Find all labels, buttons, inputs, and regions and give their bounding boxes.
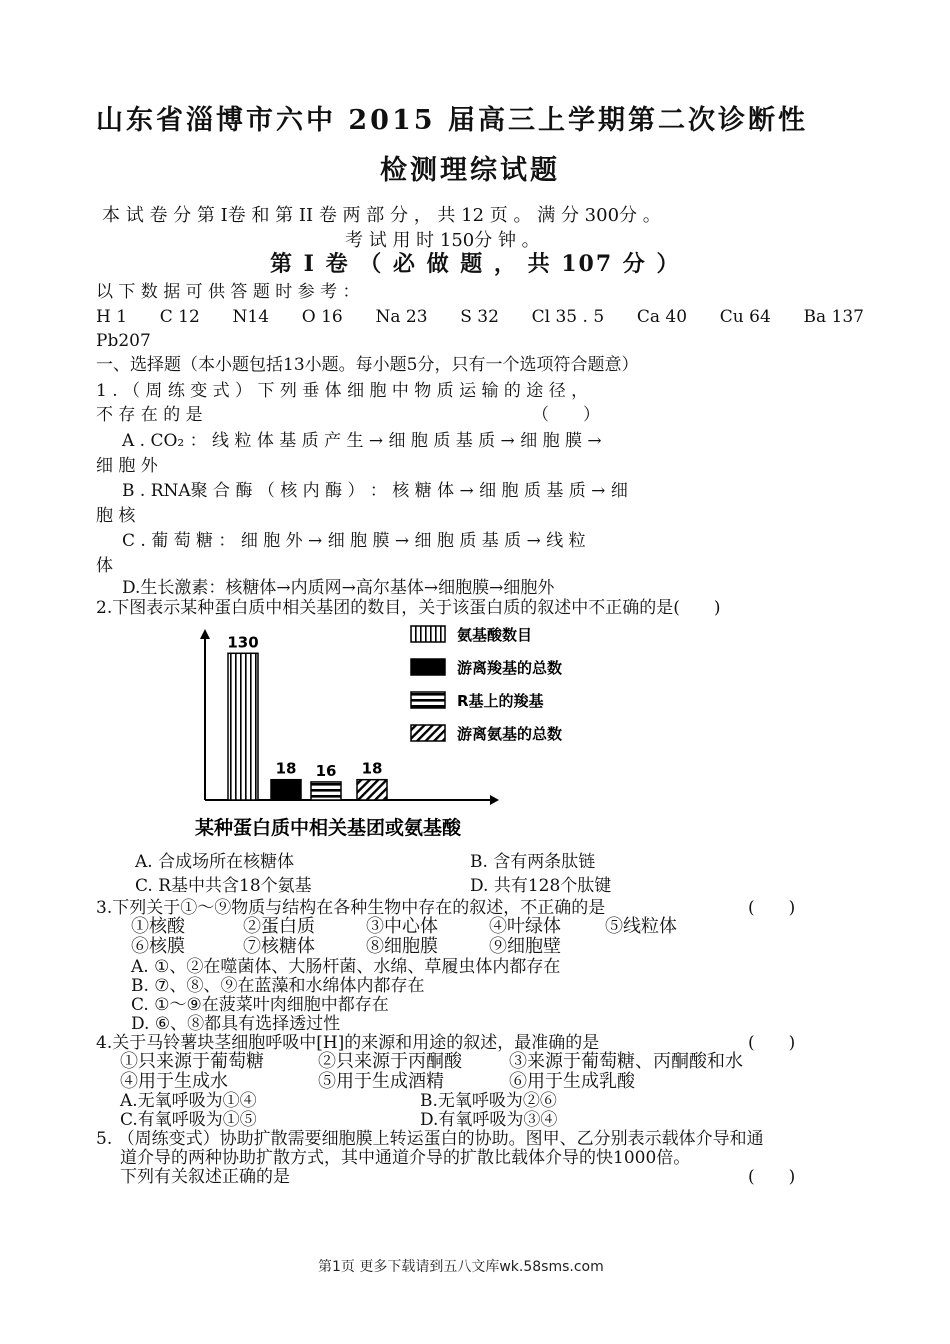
q4-item: ③来源于葡萄糖、丙酮酸和水 [509, 1051, 743, 1072]
atomic-mass: O 16 [301, 307, 343, 327]
q5-answer-paren: ( ) [748, 1167, 796, 1187]
atomic-mass: Na 23 [375, 307, 428, 327]
q3-option-b: B. ⑦、⑧、⑨在蓝藻和水绵体内都存在 [131, 976, 425, 996]
bar-value-label: 18 [275, 759, 297, 778]
q1-option-b-line2: 胞 核 [96, 506, 136, 526]
q4-option-b: B.无氧呼吸为②⑥ [420, 1091, 557, 1111]
atomic-mass: S 32 [460, 307, 499, 327]
legend-label: 氨基酸数目 [457, 626, 533, 644]
atomic-mass-list [96, 306, 864, 328]
q3-item: ④叶绿体 [489, 916, 561, 937]
q1-option-a-line1: A . CO₂ ： 线 粒 体 基 质 产 生 → 细 胞 质 基 质 → 细 胞 膜 → [122, 431, 602, 451]
q4-item: ⑥用于生成乳酸 [509, 1071, 635, 1092]
atomic-mass: Ca 40 [636, 307, 688, 327]
q3-option-a: A. ①、②在噬菌体、大肠杆菌、水绵、草履虫体内都存在 [131, 957, 561, 977]
atomic-mass-tail: Pb207 [96, 331, 151, 351]
bar-1 [228, 653, 258, 800]
q1-answer-paren: （ ） [532, 405, 600, 425]
legend-label: 游离氨基的总数 [457, 725, 563, 743]
q3-item: ⑥核膜 [131, 936, 185, 957]
atomic-mass: Ba 137 [803, 307, 864, 327]
atomic-mass: H 1 [96, 307, 128, 327]
q5-stem-line1: 5. （周练变式）协助扩散需要细胞膜上转运蛋白的协助。图甲、乙分别表示载体介导和通 [96, 1129, 764, 1149]
atomic-mass: C 12 [159, 307, 200, 327]
q4-answer-paren: ( ) [748, 1033, 796, 1053]
page-footer: 第1页 更多下载请到五八文库wk.58sms.com [318, 1259, 604, 1275]
q4-item: ②只来源于丙酮酸 [318, 1051, 462, 1072]
q1-option-c-line2: 体 [96, 556, 113, 576]
legend-swatch [411, 725, 445, 741]
bar-4 [357, 780, 387, 800]
bar-value-label: 16 [315, 761, 337, 780]
bar-value-label: 18 [361, 759, 383, 778]
q1-option-d: D.生长激素：核糖体→内质网→高尔基体→细胞膜→细胞外 [122, 578, 555, 598]
q1-stem-line1: 1 . （ 周 练 变 式 ） 下 列 垂 体 细 胞 中 物 质 运 输 的 途 径 ， [96, 381, 589, 401]
atomic-mass: Cl 35 . 5 [531, 307, 605, 327]
section-title: 第 I 卷 （ 必 做 题 ， 共 107 分 ） [270, 251, 681, 277]
q4-option-a: A.无氧呼吸为①④ [120, 1091, 257, 1111]
q4-stem: 4.关于马铃薯块茎细胞呼吸中[H]的来源和用途的叙述，最准确的是 [96, 1033, 600, 1053]
q4-item: ①只来源于葡萄糖 [120, 1051, 264, 1072]
q2-option-b: B. 含有两条肽链 [470, 852, 596, 872]
q4-option-c: C.有氧呼吸为①⑤ [120, 1110, 257, 1130]
q5-stem-line2: 道介导的两种协助扩散方式，其中通道介导的扩散比载体介导的快1000倍。 [120, 1148, 691, 1168]
legend-swatch [411, 626, 445, 642]
q3-answer-paren: ( ) [748, 898, 796, 918]
q2-option-a: A. 合成场所在核糖体 [135, 852, 295, 872]
q3-item: ⑦核糖体 [243, 936, 315, 957]
atomic-mass: Cu 64 [719, 307, 771, 327]
q4-item: ⑤用于生成酒精 [318, 1071, 444, 1092]
q3-item: ①核酸 [131, 916, 185, 937]
legend-swatch [411, 692, 445, 708]
q3-item: ⑧细胞膜 [366, 936, 438, 957]
q3-item: ③中心体 [366, 916, 438, 937]
page-title-line1: 山东省淄博市六中 2015 届高三上学期第二次诊断性 [96, 105, 808, 136]
q1-option-b-line1: B . RNA聚 合 酶 （ 核 内 酶 ） ： 核 糖 体 → 细 胞 质 基 质 → 细 [122, 481, 628, 501]
legend-label: R基上的羧基 [457, 692, 544, 710]
part-heading: 一、选择题（本小题包括13小题。每小题5分，只有一个选项符合题意） [96, 355, 639, 375]
q3-item: ⑨细胞壁 [489, 936, 561, 957]
q1-option-a-line2: 细 胞 外 [96, 456, 158, 476]
atomic-mass: N14 [232, 307, 270, 327]
protein-group-bar-chart [185, 615, 625, 845]
chart-title: 某种蛋白质中相关基团或氨基酸 [195, 817, 462, 839]
q5-stem-line3: 下列有关叙述正确的是 [120, 1167, 290, 1187]
q3-option-d: D. ⑥、⑧都具有选择透过性 [131, 1014, 341, 1034]
bar-value-label: 130 [227, 633, 259, 652]
q4-item: ④用于生成水 [120, 1071, 228, 1092]
bar-2 [271, 780, 301, 800]
legend-swatch [411, 659, 445, 675]
q4-option-d: D.有氧呼吸为③④ [420, 1110, 558, 1130]
q1-stem-line2: 不 存 在 的 是 [96, 405, 203, 425]
q3-item: ②蛋白质 [243, 916, 315, 937]
q2-stem: 2.下图表示某种蛋白质中相关基团的数目，关于该蛋白质的叙述中不正确的是( ) [96, 598, 721, 618]
q2-option-d: D. 共有128个肽键 [470, 876, 612, 896]
exam-info-line1: 本 试 卷 分 第 I卷 和 第 II 卷 两 部 分 ， 共 12 页 。 满 分 300分 。 [102, 205, 661, 226]
q3-option-c: C. ①～⑨在菠菜叶肉细胞中都存在 [131, 995, 389, 1015]
q3-item: ⑤线粒体 [605, 916, 677, 937]
reference-label: 以 下 数 据 可 供 答 题 时 参 考 ： [96, 282, 360, 302]
q1-option-c-line1: C . 葡 萄 糖 ： 细 胞 外 → 细 胞 膜 → 细 胞 质 基 质 → 线 粒 [122, 531, 586, 551]
q2-option-c: C. R基中共含18个氨基 [135, 876, 312, 896]
q3-stem: 3.下列关于①～⑨物质与结构在各种生物中存在的叙述，不正确的是 [96, 898, 606, 918]
page-title-line2: 检测理综试题 [380, 155, 560, 186]
bar-3 [311, 782, 341, 800]
legend-label: 游离羧基的总数 [457, 659, 563, 677]
exam-info-line2: 考 试 用 时 150分 钟 。 [345, 230, 540, 251]
